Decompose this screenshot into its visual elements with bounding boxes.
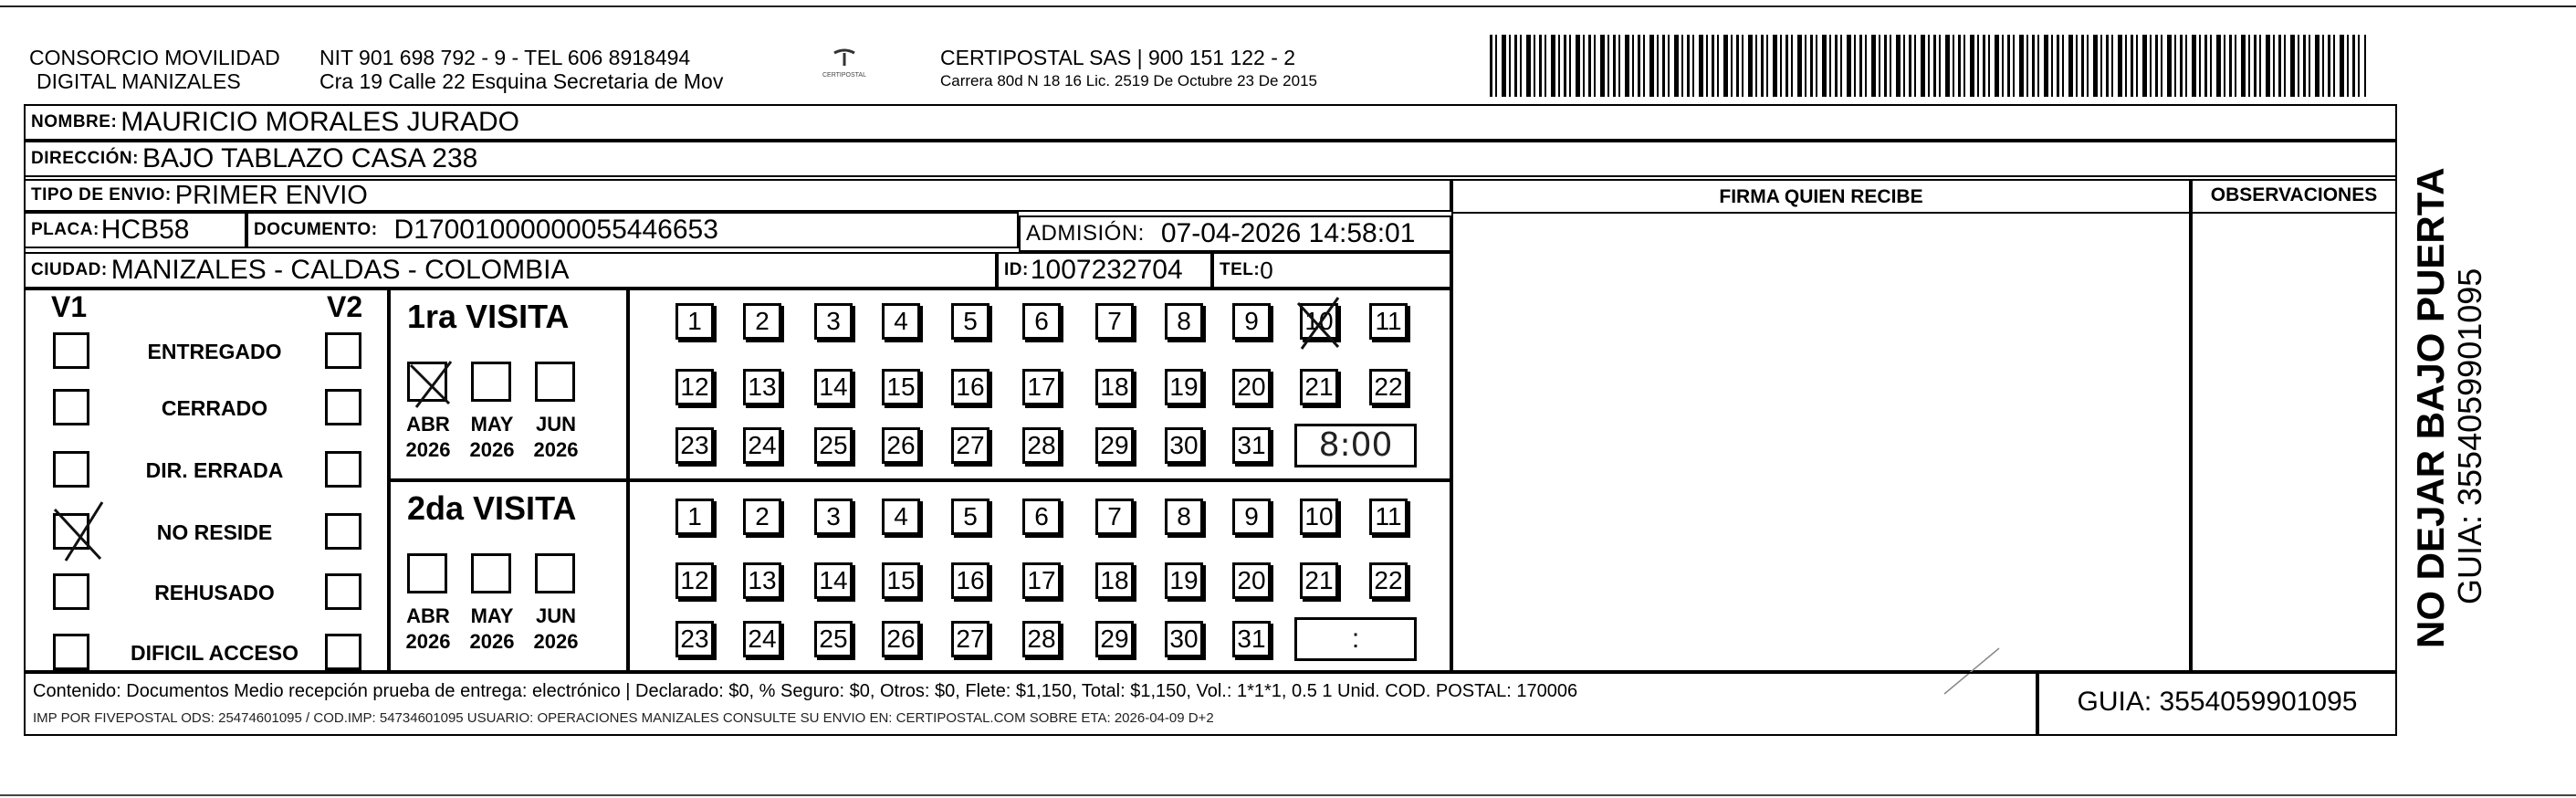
first-visit-time[interactable]: 8:00 bbox=[1294, 424, 1417, 467]
first-visit-day-15[interactable]: 15 bbox=[882, 369, 920, 405]
placa-label: PLACA: bbox=[31, 220, 99, 239]
second-visit-day-27[interactable]: 27 bbox=[951, 621, 990, 657]
first-visit-day-17[interactable]: 17 bbox=[1022, 369, 1061, 405]
ciudad-value: MANIZALES - CALDAS - COLOMBIA bbox=[110, 255, 570, 285]
first-visit-day-26[interactable]: 26 bbox=[882, 427, 920, 464]
documento-value: D17001000000055446653 bbox=[393, 215, 718, 245]
second-visit-day-26[interactable]: 26 bbox=[882, 621, 920, 657]
tipo-label: TIPO DE ENVIO: bbox=[31, 185, 172, 205]
year-label: 2026 bbox=[405, 438, 451, 461]
year-label: 2026 bbox=[469, 438, 515, 461]
second-visit-day-31[interactable]: 31 bbox=[1232, 621, 1271, 657]
first-visit-day-10[interactable]: 10 bbox=[1300, 303, 1338, 340]
second-visit-day-25[interactable]: 25 bbox=[814, 621, 853, 657]
first-visit-day-2[interactable]: 2 bbox=[743, 303, 781, 340]
first-visit-day-18[interactable]: 18 bbox=[1095, 369, 1134, 405]
first-visit-day-31[interactable]: 31 bbox=[1232, 427, 1271, 464]
first-visit-day-5[interactable]: 5 bbox=[951, 303, 990, 340]
id-label: ID: bbox=[1004, 260, 1029, 279]
second-visit-day-29[interactable]: 29 bbox=[1095, 621, 1134, 657]
first-visit-day-7[interactable]: 7 bbox=[1095, 303, 1134, 340]
year-label: 2026 bbox=[469, 630, 515, 653]
first-visit-day-8[interactable]: 8 bbox=[1165, 303, 1203, 340]
second-visit-day-15[interactable]: 15 bbox=[882, 562, 920, 599]
status-option-label: DIR. ERRADA bbox=[145, 458, 284, 482]
first-visit-day-11[interactable]: 11 bbox=[1369, 303, 1408, 340]
direccion-value: BAJO TABLAZO CASA 238 bbox=[141, 143, 478, 173]
observaciones-header: OBSERVACIONES bbox=[2210, 184, 2378, 205]
x-mark-no-reside bbox=[55, 502, 102, 561]
footer-imp-line: IMP POR FIVEPOSTAL ODS: 25474601095 / COD.IMP: 54734601095 USUARIO: OPERACIONES MANIZALES CONSULTE SU ENVIO EN: CERTIPOSTAL.COM SOBRE ETA: 2026-04-09 D+2 bbox=[33, 710, 1214, 726]
second-visit-day-30[interactable]: 30 bbox=[1165, 621, 1203, 657]
carrier-address: Carrera 80d N 18 16 Lic. 2519 De Octubre 23 De 2015 bbox=[940, 72, 1317, 89]
nombre-label: NOMBRE: bbox=[31, 112, 118, 131]
first-visit-day-3[interactable]: 3 bbox=[814, 303, 853, 340]
first-visit-day-14[interactable]: 14 bbox=[814, 369, 853, 405]
x-mark-abr bbox=[411, 362, 451, 407]
first-visit-day-25[interactable]: 25 bbox=[814, 427, 853, 464]
first-visit-day-30[interactable]: 30 bbox=[1165, 427, 1203, 464]
second-visit-day-20[interactable]: 20 bbox=[1232, 562, 1271, 599]
v1-label: V1 bbox=[51, 290, 88, 323]
first-visit-day-22[interactable]: 22 bbox=[1369, 369, 1408, 405]
second-visit-day-11[interactable]: 11 bbox=[1369, 499, 1408, 535]
second-visit-day-6[interactable]: 6 bbox=[1022, 499, 1061, 535]
status-option-label: ENTREGADO bbox=[147, 340, 282, 363]
second-visit-day-16[interactable]: 16 bbox=[951, 562, 990, 599]
month-label: JUN bbox=[535, 413, 576, 436]
tipo-value: PRIMER ENVIO bbox=[174, 180, 368, 210]
second-visit-day-28[interactable]: 28 bbox=[1022, 621, 1061, 657]
first-visit-day-16[interactable]: 16 bbox=[951, 369, 990, 405]
status-option-label: NO RESIDE bbox=[156, 520, 273, 544]
first-visit-day-24[interactable]: 24 bbox=[743, 427, 781, 464]
firma-header: FIRMA QUIEN RECIBE bbox=[1719, 186, 1923, 207]
first-visit-day-9[interactable]: 9 bbox=[1232, 303, 1271, 340]
second-visit-day-9[interactable]: 9 bbox=[1232, 499, 1271, 535]
company-nit: NIT 901 698 792 - 9 - TEL 606 8918494 bbox=[319, 46, 691, 69]
second-visit-day-4[interactable]: 4 bbox=[882, 499, 920, 535]
month-label: MAY bbox=[470, 413, 514, 436]
second-visit-title: 2da VISITA bbox=[407, 489, 577, 527]
first-visit-day-13[interactable]: 13 bbox=[743, 369, 781, 405]
status-option-label: CERRADO bbox=[161, 396, 268, 420]
second-visit-day-7[interactable]: 7 bbox=[1095, 499, 1134, 535]
ciudad-label: CIUDAD: bbox=[31, 260, 108, 279]
direccion-label: DIRECCIÓN: bbox=[31, 149, 139, 168]
nombre-value: MAURICIO MORALES JURADO bbox=[120, 107, 519, 137]
second-visit-day-22[interactable]: 22 bbox=[1369, 562, 1408, 599]
second-visit-day-1[interactable]: 1 bbox=[675, 499, 714, 535]
footer-content-line: Contenido: Documentos Medio recepción prueba de entrega: electrónico | Declarado: $0, % Seguro: $0, Otros: $0, Flete: $1,150, Total: $1,150, Vol.: 1*1*1, 0.5 1 Unid. COD. POSTAL: 170006 bbox=[33, 681, 1578, 701]
first-visit-day-20[interactable]: 20 bbox=[1232, 369, 1271, 405]
first-visit-title: 1ra VISITA bbox=[407, 298, 570, 335]
no-dejar-text: NO DEJAR BAJO PUERTA bbox=[2409, 167, 2452, 648]
status-option-label: DIFICIL ACCESO bbox=[130, 641, 298, 665]
year-label: 2026 bbox=[533, 438, 579, 461]
second-visit-day-10[interactable]: 10 bbox=[1300, 499, 1338, 535]
second-visit-day-19[interactable]: 19 bbox=[1165, 562, 1203, 599]
second-visit-day-5[interactable]: 5 bbox=[951, 499, 990, 535]
second-visit-day-8[interactable]: 8 bbox=[1165, 499, 1203, 535]
month-label: ABR bbox=[406, 604, 450, 627]
first-visit-day-29[interactable]: 29 bbox=[1095, 427, 1134, 464]
tel-value: 0 bbox=[1260, 256, 1273, 284]
vertical-warning bbox=[2410, 128, 2488, 648]
first-visit-day-21[interactable]: 21 bbox=[1300, 369, 1338, 405]
first-visit-day-12[interactable]: 12 bbox=[675, 369, 714, 405]
company-line-2: DIGITAL MANIZALES bbox=[37, 69, 241, 93]
first-visit-day-1[interactable]: 1 bbox=[675, 303, 714, 340]
year-label: 2026 bbox=[405, 630, 451, 653]
second-visit-day-3[interactable]: 3 bbox=[814, 499, 853, 535]
second-visit-day-14[interactable]: 14 bbox=[814, 562, 853, 599]
month-label: JUN bbox=[535, 604, 576, 627]
second-visit-day-23[interactable]: 23 bbox=[675, 621, 714, 657]
month-label: ABR bbox=[406, 413, 450, 436]
second-visit-day-24[interactable]: 24 bbox=[743, 621, 781, 657]
second-visit-day-12[interactable]: 12 bbox=[675, 562, 714, 599]
footer-guia: GUIA: 3554059901095 bbox=[2077, 687, 2358, 717]
second-visit-day-17[interactable]: 17 bbox=[1022, 562, 1061, 599]
second-visit-time[interactable]: : bbox=[1294, 617, 1417, 661]
documento-label: DOCUMENTO: bbox=[254, 220, 378, 239]
id-value: 1007232704 bbox=[1030, 255, 1183, 285]
company-address: Cra 19 Calle 22 Esquina Secretaria de Mov bbox=[319, 69, 724, 93]
second-visit-day-2[interactable]: 2 bbox=[743, 499, 781, 535]
second-visit-day-18[interactable]: 18 bbox=[1095, 562, 1134, 599]
year-label: 2026 bbox=[533, 630, 579, 653]
x-mark-day-10 bbox=[1298, 298, 1338, 349]
admision-value: 07-04-2026 14:58:01 bbox=[1160, 218, 1416, 248]
second-visit-day-21[interactable]: 21 bbox=[1300, 562, 1338, 599]
first-visit-day-28[interactable]: 28 bbox=[1022, 427, 1061, 464]
first-visit-day-27[interactable]: 27 bbox=[951, 427, 990, 464]
month-label: MAY bbox=[470, 604, 514, 627]
admision-label: ADMISIÓN: bbox=[1026, 221, 1145, 246]
bottom-edge-line bbox=[0, 794, 2576, 796]
second-visit-day-13[interactable]: 13 bbox=[743, 562, 781, 599]
logo-text: CERTIPOSTAL bbox=[822, 72, 866, 79]
vertical-guia: GUIA: 3554059901095 bbox=[2451, 268, 2488, 604]
carrier-name: CERTIPOSTAL SAS | 900 151 122 - 2 bbox=[940, 46, 1296, 69]
status-option-label: REHUSADO bbox=[154, 581, 275, 604]
tel-label: TEL: bbox=[1220, 260, 1261, 279]
first-visit-day-23[interactable]: 23 bbox=[675, 427, 714, 464]
company-line-1: CONSORCIO MOVILIDAD bbox=[29, 46, 280, 69]
placa-value: HCB58 bbox=[100, 215, 190, 245]
first-visit-day-6[interactable]: 6 bbox=[1022, 303, 1061, 340]
first-visit-day-19[interactable]: 19 bbox=[1165, 369, 1203, 405]
v2-label: V2 bbox=[327, 290, 363, 323]
first-visit-day-4[interactable]: 4 bbox=[882, 303, 920, 340]
